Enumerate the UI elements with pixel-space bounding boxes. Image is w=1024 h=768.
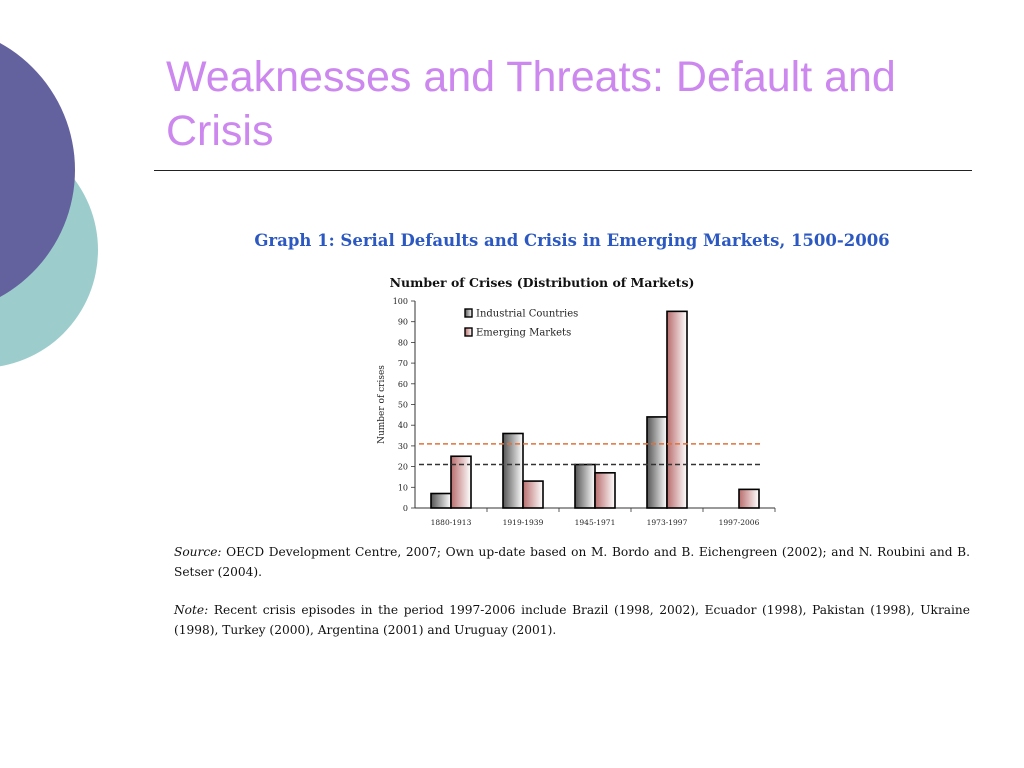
x-tick-label: 1973-1997 (646, 518, 688, 527)
bar (575, 465, 595, 508)
title-divider (154, 170, 972, 171)
bar (739, 489, 759, 508)
x-tick-label: 1997-2006 (718, 518, 760, 527)
x-tick-label: 1880-1913 (430, 518, 472, 527)
crisis-note (174, 600, 970, 640)
graph-heading: Graph 1: Serial Defaults and Crisis in Emerging Markets, 1500-2006 (254, 231, 890, 250)
bar (647, 417, 667, 508)
source-text: OECD Development Centre, 2007; Own up-date based on M. Bordo and B. Eichengreen (2002); and N. Roubini and B. Setser (2004). (174, 545, 970, 579)
legend-label: Industrial Countries (476, 308, 579, 320)
y-tick-label: 70 (397, 359, 408, 369)
y-tick-label: 100 (392, 297, 408, 306)
y-tick-label: 50 (397, 400, 408, 410)
y-tick-label: 40 (397, 421, 408, 431)
x-tick-label: 1919-1939 (502, 518, 544, 527)
crises-bar-chart (360, 268, 790, 530)
note-text: Recent crisis episodes in the period 1997-2006 include Brazil (1998, 2002), Ecuador (1998), Pakistan (1998), Ukraine (1998), Turkey (2000), Argentina (2001) and Uruguay (2001). (174, 603, 970, 637)
source-label: Source: (174, 545, 222, 559)
y-tick-label: 0 (402, 504, 408, 513)
bar (667, 311, 687, 508)
bar (595, 473, 615, 508)
y-tick-label: 10 (397, 483, 408, 493)
legend-swatch (465, 309, 472, 317)
bar (503, 433, 523, 508)
bar (523, 481, 543, 508)
x-tick-label: 1945-1971 (574, 518, 616, 527)
legend-swatch (465, 328, 472, 336)
y-tick-label: 90 (397, 317, 408, 327)
y-tick-label: 60 (397, 379, 408, 389)
y-axis-label: Number of crises (377, 365, 387, 444)
slide-title: Weaknesses and Threats: Default and Crisis (166, 53, 896, 155)
decorative-circles (0, 0, 120, 420)
chart-title: Number of Crises (Distribution of Markets) (389, 275, 695, 290)
y-tick-label: 30 (397, 441, 408, 451)
bar (431, 494, 451, 508)
legend-label: Emerging Markets (476, 327, 572, 339)
y-tick-label: 80 (397, 338, 408, 348)
note-label: Note: (174, 603, 209, 617)
source-note (174, 542, 970, 582)
y-tick-label: 20 (397, 462, 408, 472)
